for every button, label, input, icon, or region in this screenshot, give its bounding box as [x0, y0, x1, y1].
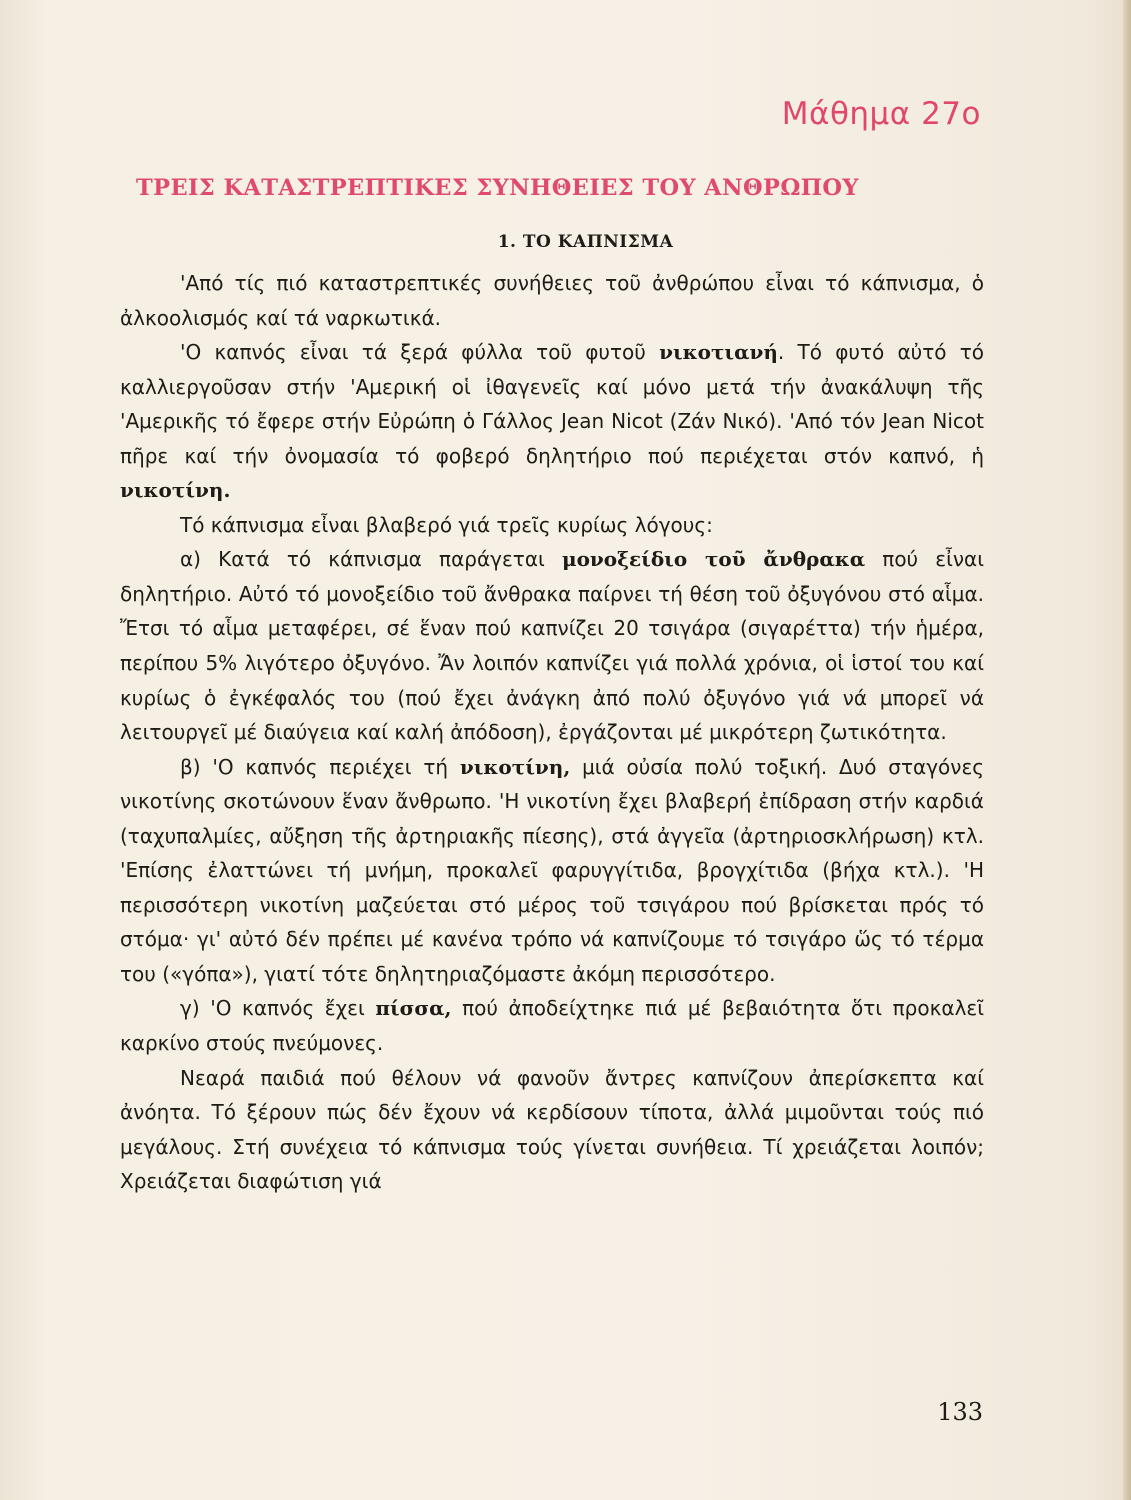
text-run: 'Ο καπνός εἶναι τά ξερά φύλλα τοῦ φυτοῦ	[180, 340, 660, 365]
paragraph-young: Νεαρά παιδιά πού θέλουν νά φανοῦν ἄντρες καπνίζουν ἀπερίσκεπτα καί ἀνόητα. Τό ξέρουν πώς δέν ἔχουν νά κερδίσουν τίποτα, ἀλλά μιμοῦνται τούς πιό μεγάλους. Στή συνέχεια τό κάπνισμα τούς γίνεται συνήθεια. Τί χρειάζεται λοιπόν; Χρειάζεται διαφώτιση γιά	[120, 1065, 984, 1194]
text-run: β) 'Ο καπνός περιέχει τή	[180, 754, 460, 779]
page-edge	[1123, 0, 1131, 1500]
text-run: . Τό φυτό αὐτό τό καλλιεργοῦσαν στήν 'Αμερική οἱ ἰθαγενεῖς καί μόνο μετά τήν ἀνακάλυψη τῆς 'Αμερικῆς τό ἔφερε στήν Εὐρώπη ὁ Γάλλος Jean Nicot (Ζάν Νικό). 'Από τόν Jean Nicot πῆρε καί τήν ὀνομασία τό φοβερό δηλητήριο πού περιέχεται στόν καπνό, ἡ	[120, 340, 984, 468]
text-run: πού εἶναι δηλητήριο. Αὐτό τό μονοξείδιο τοῦ ἄνθρακα παίρνει τή θέση τοῦ ὀξυγόνου στό αἷμα. Ἔτσι τό αἷμα μεταφέρει, σέ ἕναν πού καπνίζει 20 τσιγάρα (σιγαρέττα) τήν ἡμέρα, περίπου 5% λιγότερο ὀξυγόνο. Ἄν λοιπόν καπνίζει γιά πολλά χρόνια, οἱ ἱστοί του καί κυρίως ὁ ἐγκέφαλός του (πού ἔχει ἀνάγκη ἀπό πολύ ὀξυγόνο γιά νά μπορεῖ νά λειτουργεῖ μέ διαύγεια καί καλή ἀπόδοση), ἐργάζονται μέ μικρότερη ζωτικότητα.	[120, 547, 985, 745]
text-run: μιά οὐσία πολύ τοξική. Δυό σταγόνες νικοτίνης σκοτώνουν ἕναν ἄνθρωπο. 'Η νικοτίνη ἔχει βλαβερή ἐπίδραση στήν καρδιά (ταχυπαλμίες, αὔξηση τῆς ἀρτηριακῆς πίεσης), στά ἀγγεῖα (ἀρτηριοσκλήρωση) κτλ. 'Επίσης ἐλαττώνει τή μνήμη, προκαλεῖ φαρυγγίτιδα, βρογχίτιδα (βήχα κτλ.). 'Η περισσότερη νικοτίνη μαζεύεται στό μέρος τοῦ τσιγάρου πού βρίσκεται πρός τό στόμα· γι' αὐτό δέν πρέπει μέ κανένα τρόπο νά καπνίζουμε τό τσιγάρο ὥς τό τέρμα του («γόπα»), γιατί τότε δηλητηριαζόμαστε ἀκόμη περισσότερο.	[120, 754, 984, 986]
paragraph-reason-b	[120, 750, 984, 992]
section-title: 1. ΤΟ ΚΑΠΝΙΣΜΑ	[497, 232, 674, 252]
text-run: πού ἀποδείχτηκε πιά μέ βεβαιότητα ὅτι προκαλεῖ καρκίνο στούς πνεύμονες.	[120, 996, 984, 1056]
bold-term: πίσσα,	[375, 996, 452, 1021]
lesson-label: Μάθημα 27ο	[781, 96, 981, 132]
body-text	[120, 266, 984, 1199]
text-run: α) Κατά τό κάπνισμα παράγεται	[180, 547, 562, 572]
bold-term: νικοτίνη.	[120, 478, 231, 503]
paragraph-tobacco	[120, 335, 984, 508]
chapter-title: ΤΡΕΙΣ ΚΑΤΑΣΤΡΕΠΤΙΚΕΣ ΣΥΝΗΘΕΙΕΣ ΤΟΥ ΑΝΘΡΩΠΟΥ	[136, 175, 859, 201]
paragraph-reason-a	[120, 542, 984, 749]
paragraph-reason-c	[120, 991, 984, 1060]
paragraph-reasons: Τό κάπνισμα εἶναι βλαβερό γιά τρεῖς κυρίως λόγους:	[180, 512, 713, 537]
text-run: γ) 'Ο καπνός ἔχει	[180, 996, 376, 1021]
bold-term: νικοτιανή	[659, 340, 778, 365]
page-number: 133	[937, 1398, 983, 1426]
bold-term: μονοξείδιο τοῦ ἄνθρακα	[561, 547, 866, 572]
paragraph-intro: 'Από τίς πιό καταστρεπτικές συνήθειες τοῦ ἀνθρώπου εἶναι τό κάπνισμα, ὁ ἀλκοολισμός καί τά ναρκωτικά.	[120, 271, 984, 330]
bold-term: νικοτίνη,	[459, 754, 571, 779]
